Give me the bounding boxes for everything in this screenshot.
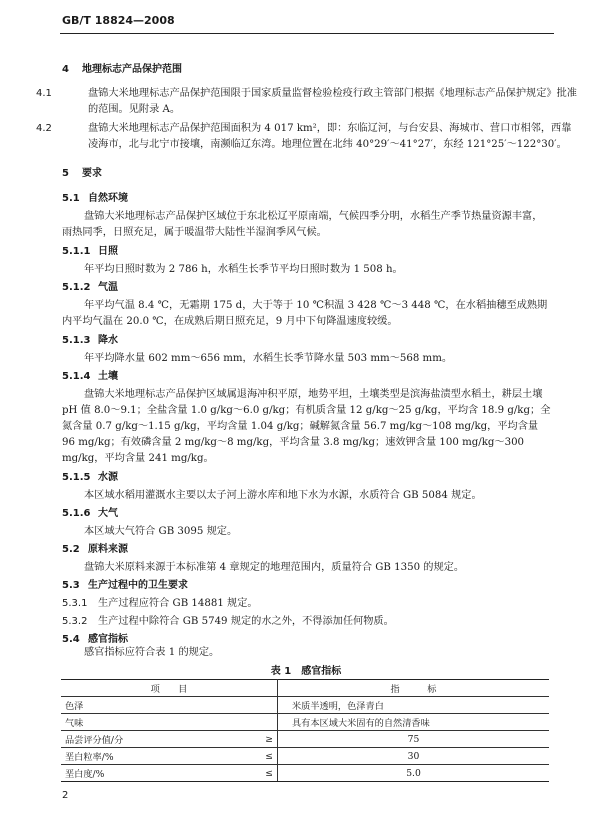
clause-number: 4.1 [36,88,52,99]
sensory-index-table [61,679,549,782]
clause-5-1-4-text: 盘锦大米地理标志产品保护区域属退海冲积平原，地势平坦，土壤类型是滨海盐渍型水稻土，耕层土壤 pH 值 8.0～9.1；全盐含量 1.0 g/kg～6.0 g/kg；有机质含量 12 g/kg～25 g/kg，平均含 18.9 g/kg；全氮含量 0.7 g/kg～1.15 g/kg，平均含量 1.04 g/kg；碱解氮含量 56.7 mg/kg～108 mg/kg，平均含量 96 mg/kg；有效磷含量 2 mg/kg～8 mg/kg，平均含量 3.8 mg/kg；速效钾含量 100 mg/kg～300 mg/kg，平均含量 241 mg/kg。 [62,389,551,464]
clause-number: 5.2 [62,544,80,555]
row-item: 垩白粒率/% [61,748,249,765]
clause-title: 日照 [98,246,118,257]
section-title: 要求 [82,168,102,179]
clause-number: 5.4 [62,634,80,645]
row-operator: ≤ [249,748,278,765]
header-index: 指 标 [278,680,550,697]
clause-5-4-text: 感官指标应符合表 1 的规定。 [84,647,220,658]
clause-5-3-2 [62,614,552,630]
section-4-heading [62,62,552,78]
clause-title: 水源 [98,472,118,483]
section-5-heading [62,166,552,182]
clause-title: 气温 [98,282,118,293]
clause-5-1-3-heading [62,333,552,349]
clause-text: 盘锦大米地理标志产品保护范围限于国家质量监督检验检疫行政主管部门根据《地理标志产品保护规定》批准的范围。见附录 A。 [88,88,577,115]
clause-title: 土壤 [98,371,118,382]
clause-title: 生产过程中的卫生要求 [88,580,188,591]
row-item: 气味 [61,714,249,731]
clause-5-1-5-heading [62,470,552,486]
row-value: 30 [278,748,550,765]
clause-title: 自然环境 [88,193,128,204]
clause-title: 降水 [98,335,118,346]
clause-5-3-1 [62,596,552,612]
row-operator [249,697,278,714]
row-operator [249,714,278,731]
clause-number: 5.1.1 [62,246,91,257]
page-number: 2 [62,790,69,801]
row-value: 5.0 [278,765,550,782]
row-item: 品尝评分值/分 [61,731,249,748]
row-operator: ≤ [249,765,278,782]
clause-title: 原料来源 [88,544,128,555]
clause-5-1-1-text: 年平均日照时数为 2 786 h，水稻生长季节平均日照时数为 1 508 h。 [84,264,403,275]
clause-5-1-4-heading [62,369,552,385]
row-value: 75 [278,731,550,748]
row-item: 色泽 [61,697,249,714]
header-rule [60,33,554,34]
header-item: 项 目 [61,680,278,697]
clause-5-1-3-text: 年平均降水量 602 mm～656 mm，水稻生长季节降水量 503 mm～568 mm。 [84,353,453,364]
table-header-row [61,680,549,697]
section-title: 地理标志产品保护范围 [82,64,182,75]
row-operator: ≥ [249,731,278,748]
clause-title: 大气 [98,508,118,519]
clause-number: 5.3.1 [62,598,88,609]
clause-title: 感官指标 [88,634,128,645]
section-number: 5 [62,168,69,179]
clause-number: 5.1.2 [62,282,91,293]
clause-5-1-2-text: 年平均气温 8.4 ℃，无霜期 175 d，大于等于 10 ℃积温 3 428 ℃～3 448 ℃，在水稻抽穗至成熟期内平均气温在 20.0 ℃，在成熟后期日照充足，9 月中下旬降温速度较缓。 [62,300,548,327]
row-value: 米质半透明，色泽青白 [278,697,550,714]
row-item: 垩白度/% [61,765,249,782]
clause-5-1-1-heading [62,244,552,260]
clause-number: 5.1.3 [62,335,91,346]
clause-4-1 [36,86,578,118]
clause-5-2-text: 盘锦大米原料来源于本标准第 4 章规定的地理范围内，质量符合 GB 1350 的规定。 [84,562,465,573]
clause-number: 5.3 [62,580,80,591]
clause-number: 5.3.2 [62,616,88,627]
clause-text: 生产过程应符合 GB 14881 规定。 [98,598,258,609]
clause-4-2 [36,121,578,153]
standard-code: GB/T 18824—2008 [62,14,175,27]
table-row [61,765,549,782]
row-value: 具有本区域大米固有的自然清香味 [278,714,550,731]
clause-5-1-text: 盘锦大米地理标志产品保护区域位于东北松辽平原南端，气候四季分明，水稻生产季节热量资源丰富，雨热同季，日照充足，属于暖温带大陆性半湿润季风气候。 [62,211,543,238]
table-row [61,714,549,731]
clause-number: 4.2 [36,123,52,134]
clause-number: 5.1.4 [62,371,91,382]
clause-5-2-heading [62,542,552,558]
clause-number: 5.1.6 [62,508,91,519]
clause-5-1-6-heading [62,506,552,522]
table-caption: 表 1 感官指标 [270,666,342,677]
clause-5-1-6-text: 本区域大气符合 GB 3095 规定。 [84,526,238,537]
table-row [61,731,549,748]
clause-number: 5.1.5 [62,472,91,483]
clause-5-1-2-heading [62,280,552,296]
clause-5-1-heading [62,191,552,207]
table-row [61,697,549,714]
clause-text: 生产过程中除符合 GB 5749 规定的水之外，不得添加任何物质。 [98,616,394,627]
clause-5-1-5-text: 本区域水稻用灌溉水主要以太子河上游水库和地下水为水源，水质符合 GB 5084 规定。 [84,490,482,501]
table-row [61,748,549,765]
clause-number: 5.1 [62,193,80,204]
clause-5-3-heading [62,578,552,594]
clause-text: 盘锦大米地理标志产品保护范围面积为 4 017 km²，即：东临辽河，与台安县、海城市、营口市相邻，西靠凌海市，北与北宁市接壤，南濒临辽东湾。地理位置在北纬 40°29′～41°27′，东经 121°25′～122°30′。 [88,123,572,150]
section-number: 4 [62,64,69,75]
